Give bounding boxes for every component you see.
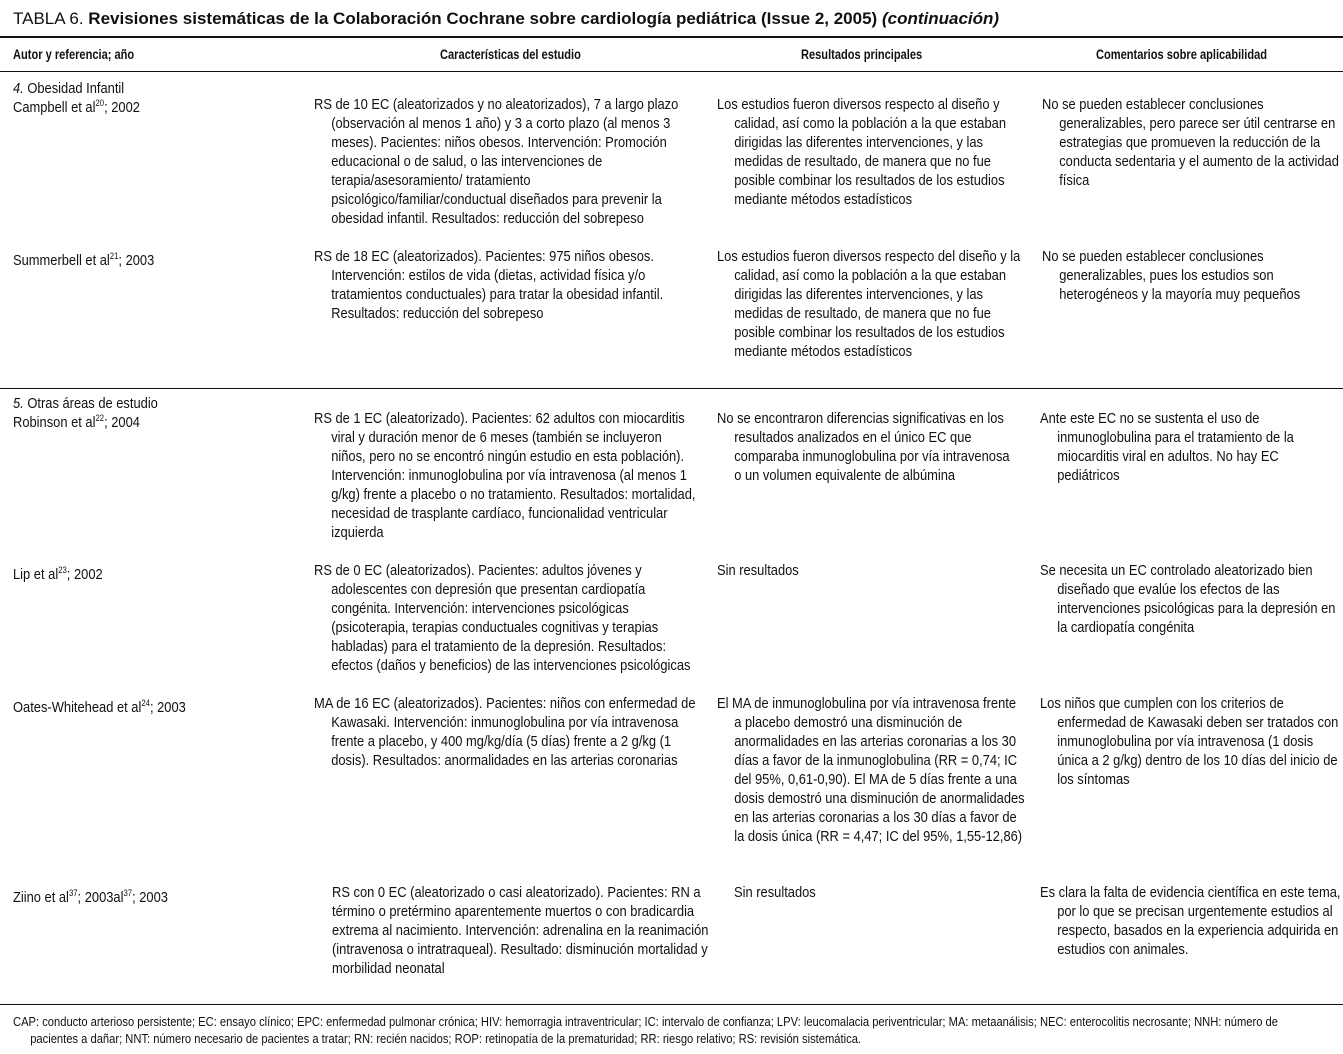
row-comments bbox=[1042, 95, 1343, 190]
abbreviations-text: CAP: conducto arterioso persistente; EC: ensayo clínico; EPC: enfermedad pulmonar crónica; HIV: hemorragia intraventricular; IC: intervalo de confianza; LPV: leucomalacia periventricular; MA: metaanálisis; NEC: enterocolitis necrosante; NNH: número de pacientes a dañar; NNT: número necesario de pacientes a tratar; RN: recién nacidos; ROP: retinopatía de la prematuridad; RR: riesgo relativo; RS: revisión sistemática. bbox=[13, 1014, 1278, 1046]
row-author bbox=[13, 413, 305, 432]
author-name: Oates-Whitehead et al bbox=[13, 699, 142, 716]
results-text: Sin resultados bbox=[717, 562, 799, 579]
author-name: Summerbell et al bbox=[13, 252, 110, 269]
comments-text: Es clara la falta de evidencia científica en este tema, por lo que se precisan urgentemente estudios al respecto, basados en la experiencia adquirida en estudios con animales. bbox=[1040, 884, 1341, 958]
row-results bbox=[717, 694, 1025, 846]
row-author bbox=[13, 98, 305, 117]
author-name: Campbell et al bbox=[13, 99, 96, 116]
row-study bbox=[314, 694, 706, 770]
study-text: RS de 1 EC (aleatorizado). Pacientes: 62 adultos con miocarditis viral y duración menor de 6 meses (también se incluyeron niños, pero no se encontró ningún estudio en esta población). Intervención: inmunoglobulina por vía intravenosa (al menos 1 g/kg) frente a placebo o no tratamiento. Resultados: mortalidad, necesidad de trasplante cardíaco, funcionalidad ventricular izquierda bbox=[314, 410, 696, 541]
section-name: Obesidad Infantil bbox=[27, 80, 125, 97]
header-results: Resultados principales bbox=[801, 47, 923, 62]
reference-number: 23 bbox=[58, 565, 67, 575]
header-author: Autor y referencia; año bbox=[13, 47, 135, 62]
study-text: RS de 0 EC (aleatorizados). Pacientes: adultos jóvenes y adolescentes con depresión que presentan cardiopatía congénita. Intervención: intervenciones psicológicas (psicoterapia, terapias conductuales cognitivas y terapias habladas) para el tratamiento de la depresión. Resultados: efectos (daños y beneficios) de las intervenciones psicológicas bbox=[314, 562, 691, 674]
results-text: Sin resultados bbox=[734, 884, 816, 901]
year: ; 2004 bbox=[104, 414, 140, 431]
table-caption: Revisiones sistemáticas de la Colaboración Cochrane sobre cardiología pediátrica (Issue 2, 2005) bbox=[88, 9, 878, 28]
comments-text: Se necesita un EC controlado aleatorizado bien diseñado que evalúe los efectos de las intervenciones psicológicas para la depresión en la cardiopatía congénita bbox=[1040, 562, 1336, 636]
study-text: MA de 16 EC (aleatorizados). Pacientes: niños con enfermedad de Kawasaki. Intervención: inmunoglobulina por vía intravenosa frente a placebo, y 400 mg/kg/día (5 días) frente a 2 g/kg (1 dosis). Resultados: anormalidades en las arterias coronarias bbox=[314, 695, 696, 769]
results-text: El MA de inmunoglobulina por vía intravenosa frente a placebo demostró una disminución de anormalidades en las arterias coronarias a los 30 días a favor de la inmunoglobulina (RR = 0,74; IC del 95%, 0,61-0,90). El MA de 5 días frente a una dosis demostró una disminución de anormalidades en las arterias coronarias a los 30 días a favor de la dosis única (RR = 4,47; IC del 95%, 1,55-12,86) bbox=[717, 695, 1025, 845]
row-author bbox=[13, 565, 305, 584]
year: ; 2002 bbox=[104, 99, 140, 116]
results-text: Los estudios fueron diversos respecto del diseño y la calidad, así como la población a la que estaban dirigidas las diferentes intervenciones, y las medidas de resultado, de manera que no fue posible combinar los resultados de los estudios mediante métodos estadísticos bbox=[717, 248, 1021, 360]
section-heading bbox=[13, 394, 271, 413]
section-heading bbox=[13, 79, 271, 98]
row-study bbox=[314, 247, 692, 323]
table-number: TABLA 6. bbox=[13, 9, 84, 28]
row-study bbox=[332, 883, 710, 978]
row-results bbox=[717, 247, 1023, 361]
row-results bbox=[717, 561, 1014, 580]
author-name: Lip et al bbox=[13, 566, 59, 583]
table-footnote bbox=[13, 1013, 1329, 1047]
row-comments bbox=[1040, 409, 1343, 485]
row-results bbox=[717, 409, 1014, 485]
table-title bbox=[13, 8, 999, 30]
section-number: 5. bbox=[13, 395, 24, 412]
comments-text: No se pueden establecer conclusiones generalizables, pero parece ser útil centrarse en estrategias que promueven la reducción de la conducta sedentaria y el aumento de la actividad física bbox=[1042, 96, 1339, 189]
row-author bbox=[13, 698, 305, 717]
bottom-rule bbox=[0, 1004, 1343, 1005]
section-rule bbox=[0, 388, 1343, 389]
year: ; 2003 bbox=[149, 699, 186, 716]
results-text: Los estudios fueron diversos respecto al diseño y calidad, así como la población a la que estaban dirigidas las diferentes intervenciones, y las medidas de resultado, de manera que no fue posible combinar los resultados de los estudios mediante métodos estadísticos bbox=[717, 96, 1007, 208]
row-results bbox=[717, 95, 1023, 209]
row-study bbox=[314, 561, 706, 675]
reference-number: 37 bbox=[68, 888, 78, 898]
row-comments bbox=[1040, 883, 1343, 959]
row-author bbox=[13, 251, 305, 270]
author-repeat: ; 2003al bbox=[77, 889, 124, 906]
comments-text: No se pueden establecer conclusiones generalizables, pues los estudios son heterogéneos y la mayoría muy pequeños bbox=[1042, 248, 1301, 303]
row-author bbox=[13, 888, 305, 907]
row-study bbox=[314, 95, 706, 228]
study-text: RS de 18 EC (aleatorizados). Pacientes: 975 niños obesos. Intervención: estilos de vida (dietas, actividad física y/o tratamientos conductuales) para tratar la obesidad infantil. Resultados: reducción del sobrepeso bbox=[314, 248, 664, 322]
row-results bbox=[734, 883, 1026, 902]
reference-number: 22 bbox=[95, 413, 105, 423]
row-comments bbox=[1042, 247, 1343, 304]
section-name: Otras áreas de estudio bbox=[27, 395, 158, 412]
reference-number: 37 bbox=[123, 888, 133, 898]
comments-text: Ante este EC no se sustenta el uso de inmunoglobulina para el tratamiento de la miocarditis viral en adultos. No hay EC pediátricos bbox=[1040, 410, 1294, 484]
results-text: No se encontraron diferencias significativas en los resultados analizados en el único EC que comparaba inmunoglobulina por vía intravenosa o un volumen equivalente de albúmina bbox=[717, 410, 1010, 484]
reference-number: 21 bbox=[109, 251, 119, 261]
header-rule bbox=[0, 71, 1343, 72]
study-text: RS de 10 EC (aleatorizados y no aleatorizados), 7 a largo plazo (observación al menos 1 año) y 3 a corto plazo (al menos 3 meses). Pacientes: niños obesos. Intervención: Promoción educacional o de salud, o las intervenciones de terapia/asesoramiento/ tratamiento psicológico/familiar/conductual diseñados para prevenir la obesidad infantil. Resultados: reducción del sobrepeso bbox=[314, 96, 679, 227]
top-rule bbox=[0, 36, 1343, 38]
year: ; 2003 bbox=[118, 252, 155, 269]
header-comments: Comentarios sobre aplicabilidad bbox=[1096, 47, 1268, 62]
comments-text: Los niños que cumplen con los criterios de enfermedad de Kawasaki deben ser tratados con inmunoglobulina por vía intravenosa (1 dosis única a 2 g/kg) dentro de los 10 días del inicio de los síntomas bbox=[1040, 695, 1339, 788]
author-name: Robinson et al bbox=[13, 414, 96, 431]
section-number: 4. bbox=[13, 80, 24, 97]
row-comments bbox=[1040, 694, 1343, 789]
study-text: RS con 0 EC (aleatorizado o casi aleatorizado). Pacientes: RN a término o pretérmino aparentemente muertos o con bradicardia extrema al nacimiento. Intervención: adrenalina en la reanimación (intravenosa o intratraqueal). Resultado: disminución mortalidad y morbilidad neonatal bbox=[332, 884, 709, 977]
reference-number: 20 bbox=[95, 98, 105, 108]
reference-number: 24 bbox=[141, 698, 150, 708]
year: ; 2002 bbox=[66, 566, 103, 583]
row-comments bbox=[1040, 561, 1343, 637]
header-study: Características del estudio bbox=[440, 47, 581, 62]
table-continuation: (continuación) bbox=[881, 9, 1000, 28]
author-name: Ziino et al bbox=[13, 889, 69, 906]
year: ; 2003 bbox=[132, 889, 168, 906]
row-study bbox=[314, 409, 697, 542]
